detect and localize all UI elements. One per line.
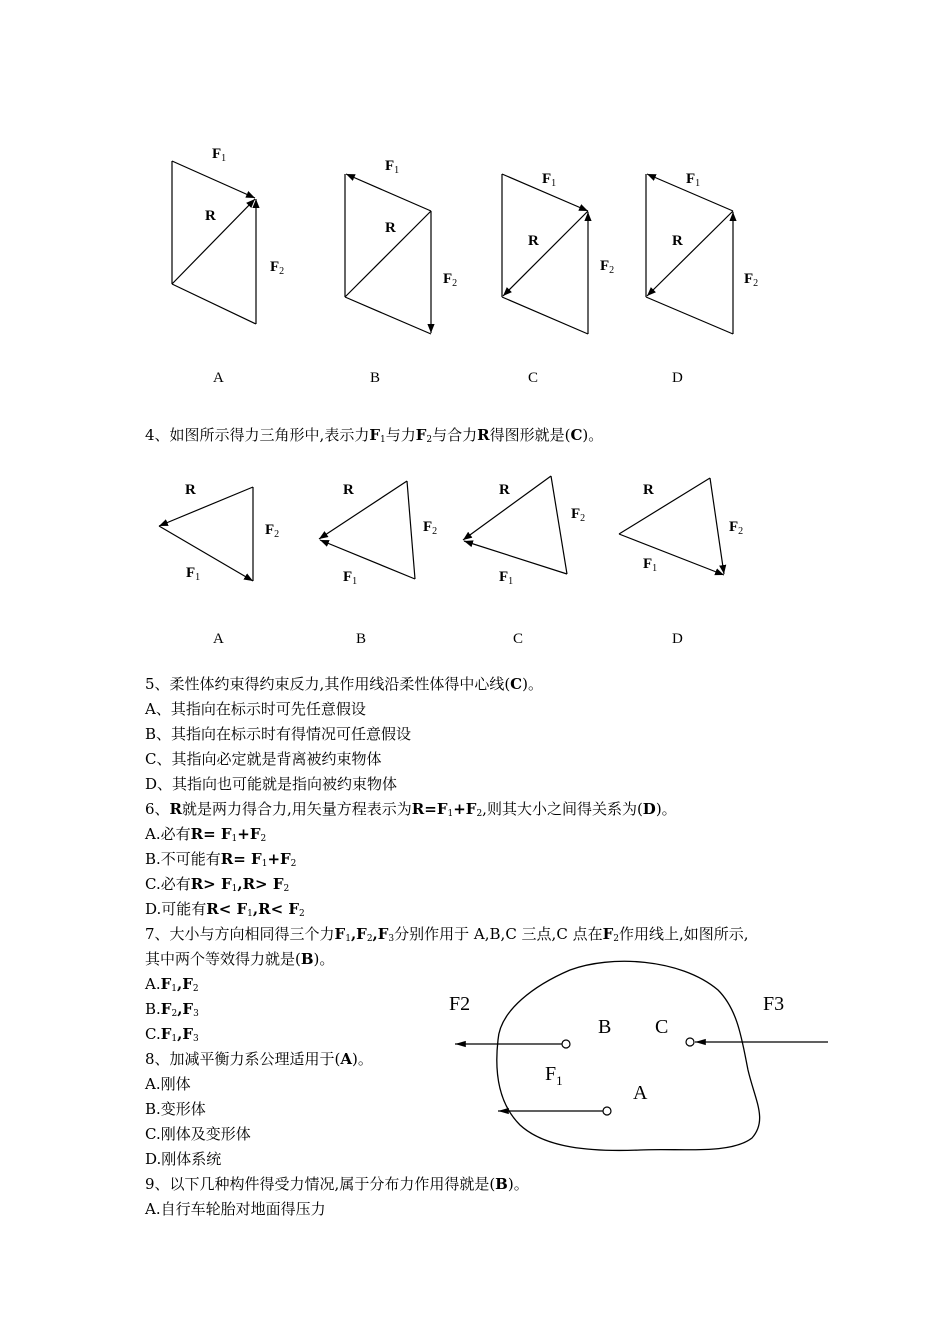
label-r: R [385, 220, 396, 236]
parallelogram-a [172, 161, 256, 324]
label-f1: $F_1$ [686, 171, 701, 189]
question-6: 6、R就是两力得合力,用矢量方程表示为$R=F_1+F_2$,则其大小之间得关系为(D)。 [145, 800, 677, 819]
label-f2: $F_2$ [265, 522, 280, 540]
figure-q7-body [0, 950, 950, 1170]
question-7: 7、大小与方向相同得三个力$F_1,F_2,F_3$分别作用于 A,B,C 三点,C 点在$F_2$作用线上,如图所示, [145, 925, 749, 944]
label-f2: $F_2$ [423, 519, 438, 537]
label-f2: $F_2$ [744, 271, 759, 289]
label-f1: $F_1$ [499, 569, 514, 587]
option-7a: $A.F_1,F_2$ [145, 975, 199, 994]
triangle-a [159, 487, 253, 581]
caption-c: C [513, 631, 524, 647]
label-f3: F3 [763, 993, 785, 1015]
triangle-c [463, 476, 567, 574]
option-8a: A.刚体 [145, 1075, 191, 1093]
figure-q4-triangles [0, 460, 950, 660]
caption-d: D [672, 631, 683, 647]
parallelogram-c [502, 174, 588, 334]
label-f1: $F_1$ [212, 146, 227, 164]
label-f1: $F_1$ [542, 171, 557, 189]
label-r: R [643, 482, 654, 498]
option-6b: B.不可能有$R= F_1+F_2$ [145, 850, 297, 869]
label-f2: $F_2$ [270, 259, 285, 277]
option-8c: C.刚体及变形体 [145, 1125, 251, 1143]
option-9a: A.自行车轮胎对地面得压力 [145, 1200, 326, 1218]
caption-d: D [672, 370, 683, 386]
label-f2: F2 [449, 993, 471, 1015]
label-f1: $F_1$ [643, 556, 658, 574]
option-5c: C、其指向必定就是背离被约束物体 [145, 750, 382, 768]
triangle-b [319, 481, 415, 579]
label-point-b: B [598, 1016, 612, 1038]
label-r: R [528, 233, 539, 249]
question-4: 4、如图所示得力三角形中,表示力$F_1$与力$F_2$与合力R得图形就是(C)。 [145, 426, 604, 445]
option-5a: A、其指向在标示时可先任意假设 [145, 700, 366, 718]
option-8d: D.刚体系统 [145, 1150, 222, 1168]
question-7-line2: 其中两个等效得力就是(B)。 [145, 950, 335, 968]
option-8b: B.变形体 [145, 1100, 206, 1118]
caption-b: B [370, 370, 381, 386]
option-6c: C.必有$R> F_1,R> F_2$ [145, 875, 290, 894]
label-r: R [205, 208, 216, 224]
point-b [562, 1040, 570, 1048]
question-9: 9、以下几种构件得受力情况,属于分布力作用得就是(B)。 [145, 1175, 529, 1193]
caption-b: B [356, 631, 367, 647]
option-6d: D.可能有$R< F_1,R< F_2$ [145, 900, 305, 919]
label-r: R [672, 233, 683, 249]
option-5d: D、其指向也可能就是指向被约束物体 [145, 775, 398, 793]
caption-a: A [213, 631, 224, 647]
label-f2: $F_2$ [600, 258, 615, 276]
label-point-c: C [655, 1016, 669, 1038]
label-r: R [499, 482, 510, 498]
option-6a: A.必有$R= F_1+F_2$ [145, 825, 267, 844]
option-5b: B、其指向在标示时有得情况可任意假设 [145, 725, 412, 743]
option-7c: $C.F_1,F_3$ [145, 1025, 199, 1044]
parallelogram-b [345, 174, 431, 334]
question-8: 8、加减平衡力系公理适用于(A)。 [145, 1050, 373, 1068]
label-r: R [343, 482, 354, 498]
label-f1: $F_1$ [343, 569, 358, 587]
label-f2: $F_2$ [571, 506, 586, 524]
point-a [603, 1107, 611, 1115]
label-point-a: A [633, 1082, 648, 1104]
caption-a: A [213, 370, 224, 386]
label-f1: $F_1$ [545, 1063, 563, 1088]
parallelogram-d [646, 174, 733, 334]
point-c [686, 1038, 694, 1046]
label-f1: $F_1$ [186, 565, 201, 583]
label-f2: $F_2$ [443, 271, 458, 289]
caption-c: C [528, 370, 539, 386]
label-f2: $F_2$ [729, 519, 744, 537]
body-outline [497, 961, 760, 1150]
figure-q3-parallelograms [0, 0, 950, 400]
option-7b: $B.F_2,F_3$ [145, 1000, 199, 1019]
label-r: R [185, 482, 196, 498]
label-f1: $F_1$ [385, 158, 400, 176]
triangle-d [619, 478, 724, 575]
question-5: 5、柔性体约束得约束反力,其作用线沿柔性体得中心线(C)。 [145, 675, 543, 693]
